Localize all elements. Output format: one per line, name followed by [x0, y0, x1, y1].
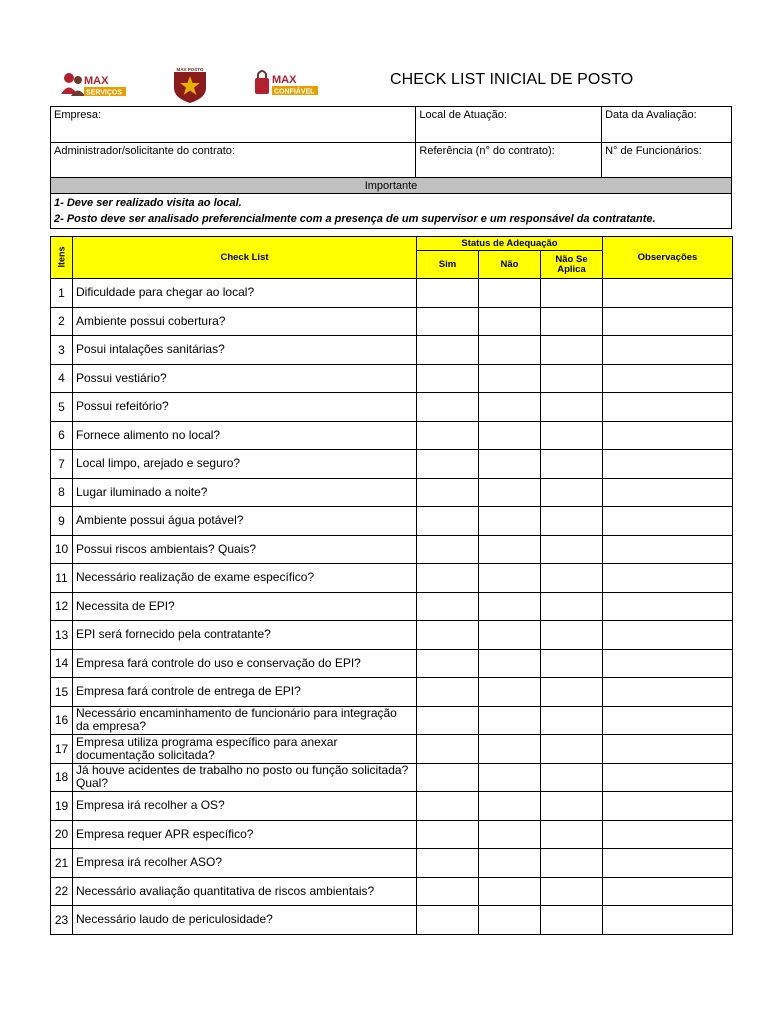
table-row [51, 735, 733, 764]
table-row [51, 906, 733, 935]
observacoes-cell[interactable] [603, 535, 733, 564]
nao-cell[interactable] [479, 364, 541, 393]
item-number: 21 [51, 849, 73, 878]
nao-se-aplica-cell[interactable] [541, 678, 603, 707]
observacoes-cell[interactable] [603, 621, 733, 650]
item-question: Local limpo, arejado e seguro? [73, 450, 417, 479]
item-question: Empresa irá recolher ASO? [73, 849, 417, 878]
item-question: Posui intalações sanitárias? [73, 336, 417, 365]
page-title: CHECK LIST INICIAL DE POSTO [390, 71, 634, 88]
observacoes-cell[interactable] [603, 421, 733, 450]
nao-se-aplica-cell[interactable] [541, 820, 603, 849]
item-question: Possui refeitório? [73, 393, 417, 422]
referencia-label: Referência (n° do contrato): [419, 145, 555, 157]
local-atuacao-label: Local de Atuação: [419, 109, 507, 121]
nao-se-aplica-cell[interactable] [541, 621, 603, 650]
item-question: Ambiente possui cobertura? [73, 307, 417, 336]
item-question: Fornece alimento no local? [73, 421, 417, 450]
sim-cell[interactable] [417, 877, 479, 906]
sim-cell[interactable] [417, 279, 479, 308]
item-number: 22 [51, 877, 73, 906]
nao-se-aplica-cell[interactable] [541, 421, 603, 450]
item-question: Necessário realização de exame específico? [73, 564, 417, 593]
header-fields-table [50, 106, 732, 179]
nao-cell[interactable] [479, 535, 541, 564]
item-question: Empresa fará controle do uso e conservação do EPI? [73, 649, 417, 678]
table-row [51, 279, 733, 308]
item-number: 15 [51, 678, 73, 707]
important-note-2: 2- Posto deve ser analisado preferencialmente com a presença de um supervisor e um responsável da contratante. [54, 213, 656, 225]
nao-se-aplica-cell[interactable] [541, 336, 603, 365]
item-question: Dificuldade para chegar ao local? [73, 279, 417, 308]
max-posto-logo [170, 66, 210, 104]
sim-cell[interactable] [417, 421, 479, 450]
sim-cell[interactable] [417, 507, 479, 536]
administrador-field[interactable] [51, 143, 416, 179]
observacoes-cell[interactable] [603, 279, 733, 308]
nao-cell[interactable] [479, 906, 541, 935]
nao-se-aplica-cell[interactable] [541, 478, 603, 507]
empresa-label: Empresa: [54, 109, 102, 121]
nao-cell[interactable] [479, 621, 541, 650]
important-notes-table [50, 177, 732, 229]
data-avaliacao-label: Data da Avaliação: [605, 109, 697, 121]
observacoes-cell[interactable] [603, 307, 733, 336]
logo-text-confiavel: CONFIÁVEL [274, 88, 315, 96]
item-number: 2 [51, 307, 73, 336]
local-atuacao-field[interactable] [416, 107, 602, 143]
item-question: Lugar iluminado a noite? [73, 478, 417, 507]
nao-se-aplica-cell[interactable] [541, 649, 603, 678]
observacoes-cell[interactable] [603, 763, 733, 792]
nao-cell[interactable] [479, 706, 541, 735]
item-number: 23 [51, 906, 73, 935]
table-row [51, 621, 733, 650]
nao-cell[interactable] [479, 564, 541, 593]
max-confiavel-logo [252, 66, 344, 104]
column-header-nao-se-aplica: Não Se Aplica [541, 251, 603, 279]
observacoes-cell[interactable] [603, 592, 733, 621]
item-question: Necessário avaliação quantitativa de riscos ambientais? [73, 877, 417, 906]
funcionarios-field[interactable] [602, 143, 732, 179]
observacoes-cell[interactable] [603, 564, 733, 593]
nao-cell[interactable] [479, 478, 541, 507]
nao-cell[interactable] [479, 849, 541, 878]
nao-cell[interactable] [479, 307, 541, 336]
nao-cell[interactable] [479, 735, 541, 764]
table-row [51, 535, 733, 564]
table-row [51, 820, 733, 849]
max-servicos-logo [60, 66, 130, 104]
item-question: Necessário encaminhamento de funcionário para integração da empresa? [73, 706, 417, 735]
column-header-itens [51, 237, 73, 279]
nao-se-aplica-cell[interactable] [541, 792, 603, 821]
item-question: Possui vestiário? [73, 364, 417, 393]
nao-se-aplica-cell[interactable] [541, 393, 603, 422]
observacoes-cell[interactable] [603, 906, 733, 935]
sim-cell[interactable] [417, 792, 479, 821]
nao-cell[interactable] [479, 279, 541, 308]
item-number: 11 [51, 564, 73, 593]
item-number: 20 [51, 820, 73, 849]
sim-cell[interactable] [417, 478, 479, 507]
item-number: 10 [51, 535, 73, 564]
table-row [51, 678, 733, 707]
item-question: Empresa irá recolher a OS? [73, 792, 417, 821]
nao-cell[interactable] [479, 877, 541, 906]
item-question: Empresa fará controle de entrega de EPI? [73, 678, 417, 707]
item-number: 13 [51, 621, 73, 650]
nao-cell[interactable] [479, 592, 541, 621]
sim-cell[interactable] [417, 763, 479, 792]
nao-se-aplica-cell[interactable] [541, 507, 603, 536]
observacoes-cell[interactable] [603, 849, 733, 878]
empresa-field[interactable] [51, 107, 416, 143]
table-row [51, 336, 733, 365]
table-row [51, 507, 733, 536]
nao-cell[interactable] [479, 393, 541, 422]
sim-cell[interactable] [417, 735, 479, 764]
item-number: 12 [51, 592, 73, 621]
column-header-nao: Não [479, 251, 541, 279]
item-number: 3 [51, 336, 73, 365]
nao-se-aplica-cell[interactable] [541, 307, 603, 336]
nao-se-aplica-cell[interactable] [541, 279, 603, 308]
checklist-body [51, 279, 733, 935]
sim-cell[interactable] [417, 450, 479, 479]
sim-cell[interactable] [417, 678, 479, 707]
nao-cell[interactable] [479, 763, 541, 792]
observacoes-cell[interactable] [603, 678, 733, 707]
sim-cell[interactable] [417, 535, 479, 564]
observacoes-cell[interactable] [603, 336, 733, 365]
sim-cell[interactable] [417, 621, 479, 650]
observacoes-cell[interactable] [603, 877, 733, 906]
observacoes-cell[interactable] [603, 792, 733, 821]
data-avaliacao-field[interactable] [602, 107, 732, 143]
referencia-field[interactable] [416, 143, 602, 179]
sim-cell[interactable] [417, 393, 479, 422]
item-question: EPI será fornecido pela contratante? [73, 621, 417, 650]
logo-text-max: MAX [84, 75, 109, 87]
table-row [51, 307, 733, 336]
nao-se-aplica-cell[interactable] [541, 763, 603, 792]
column-header-status: Status de Adequação [417, 237, 603, 251]
nao-se-aplica-cell[interactable] [541, 706, 603, 735]
observacoes-cell[interactable] [603, 706, 733, 735]
column-header-observacoes: Observações [603, 237, 733, 279]
observacoes-cell[interactable] [603, 735, 733, 764]
sim-cell[interactable] [417, 820, 479, 849]
table-row [51, 877, 733, 906]
table-row [51, 763, 733, 792]
item-question: Necessita de EPI? [73, 592, 417, 621]
nao-cell[interactable] [479, 792, 541, 821]
important-heading: Importante [51, 178, 732, 194]
sim-cell[interactable] [417, 706, 479, 735]
important-note-1: 1- Deve ser realizado visita ao local. [54, 197, 242, 209]
item-question: Ambiente possui água potável? [73, 507, 417, 536]
item-question: Empresa utiliza programa específico para anexar documentação solicitada? [73, 735, 417, 764]
important-notes [51, 194, 732, 229]
observacoes-cell[interactable] [603, 478, 733, 507]
nao-cell[interactable] [479, 649, 541, 678]
sim-cell[interactable] [417, 906, 479, 935]
sim-cell[interactable] [417, 649, 479, 678]
itens-header-label: Itens [56, 246, 67, 268]
sim-cell[interactable] [417, 307, 479, 336]
item-number: 19 [51, 792, 73, 821]
nao-cell[interactable] [479, 507, 541, 536]
observacoes-cell[interactable] [603, 507, 733, 536]
nao-se-aplica-cell[interactable] [541, 564, 603, 593]
administrador-label: Administrador/solicitante do contrato: [54, 145, 235, 157]
observacoes-cell[interactable] [603, 450, 733, 479]
item-number: 6 [51, 421, 73, 450]
item-number: 1 [51, 279, 73, 308]
table-row [51, 792, 733, 821]
table-row [51, 450, 733, 479]
table-row [51, 364, 733, 393]
nao-se-aplica-cell[interactable] [541, 906, 603, 935]
item-number: 7 [51, 450, 73, 479]
observacoes-cell[interactable] [603, 820, 733, 849]
nao-se-aplica-cell[interactable] [541, 450, 603, 479]
nao-cell[interactable] [479, 421, 541, 450]
nao-se-aplica-cell[interactable] [541, 877, 603, 906]
observacoes-cell[interactable] [603, 649, 733, 678]
table-row [51, 849, 733, 878]
column-header-check-list: Check List [73, 237, 417, 279]
column-header-sim: Sim [417, 251, 479, 279]
sim-cell[interactable] [417, 364, 479, 393]
logo-text-servicos: SERVIÇOS [86, 89, 123, 97]
nao-se-aplica-cell[interactable] [541, 592, 603, 621]
logo-text-max2: MAX [272, 74, 297, 86]
item-question: Possui riscos ambientais? Quais? [73, 535, 417, 564]
nao-se-aplica-cell[interactable] [541, 849, 603, 878]
table-row [51, 706, 733, 735]
table-row [51, 421, 733, 450]
item-question: Já houve acidentes de trabalho no posto ou função solicitada? Qual? [73, 763, 417, 792]
table-row [51, 592, 733, 621]
observacoes-cell[interactable] [603, 393, 733, 422]
nao-se-aplica-cell[interactable] [541, 535, 603, 564]
item-number: 14 [51, 649, 73, 678]
item-number: 9 [51, 507, 73, 536]
nao-cell[interactable] [479, 820, 541, 849]
sim-cell[interactable] [417, 336, 479, 365]
logo-text-max-posto: MAX POSTO [176, 67, 204, 72]
table-row [51, 393, 733, 422]
sim-cell[interactable] [417, 592, 479, 621]
item-question: Empresa requer APR específico? [73, 820, 417, 849]
item-number: 4 [51, 364, 73, 393]
sim-cell[interactable] [417, 849, 479, 878]
item-number: 16 [51, 706, 73, 735]
nao-se-aplica-cell[interactable] [541, 735, 603, 764]
item-number: 18 [51, 763, 73, 792]
table-row [51, 564, 733, 593]
sim-cell[interactable] [417, 564, 479, 593]
nao-cell[interactable] [479, 336, 541, 365]
table-row [51, 478, 733, 507]
nao-cell[interactable] [479, 450, 541, 479]
funcionarios-label: N° de Funcionários: [605, 145, 702, 157]
nao-se-aplica-cell[interactable] [541, 364, 603, 393]
item-question: Necessário laudo de periculosidade? [73, 906, 417, 935]
observacoes-cell[interactable] [603, 364, 733, 393]
item-number: 8 [51, 478, 73, 507]
item-number: 17 [51, 735, 73, 764]
table-row [51, 649, 733, 678]
item-number: 5 [51, 393, 73, 422]
nao-cell[interactable] [479, 678, 541, 707]
checklist-table [50, 236, 733, 935]
